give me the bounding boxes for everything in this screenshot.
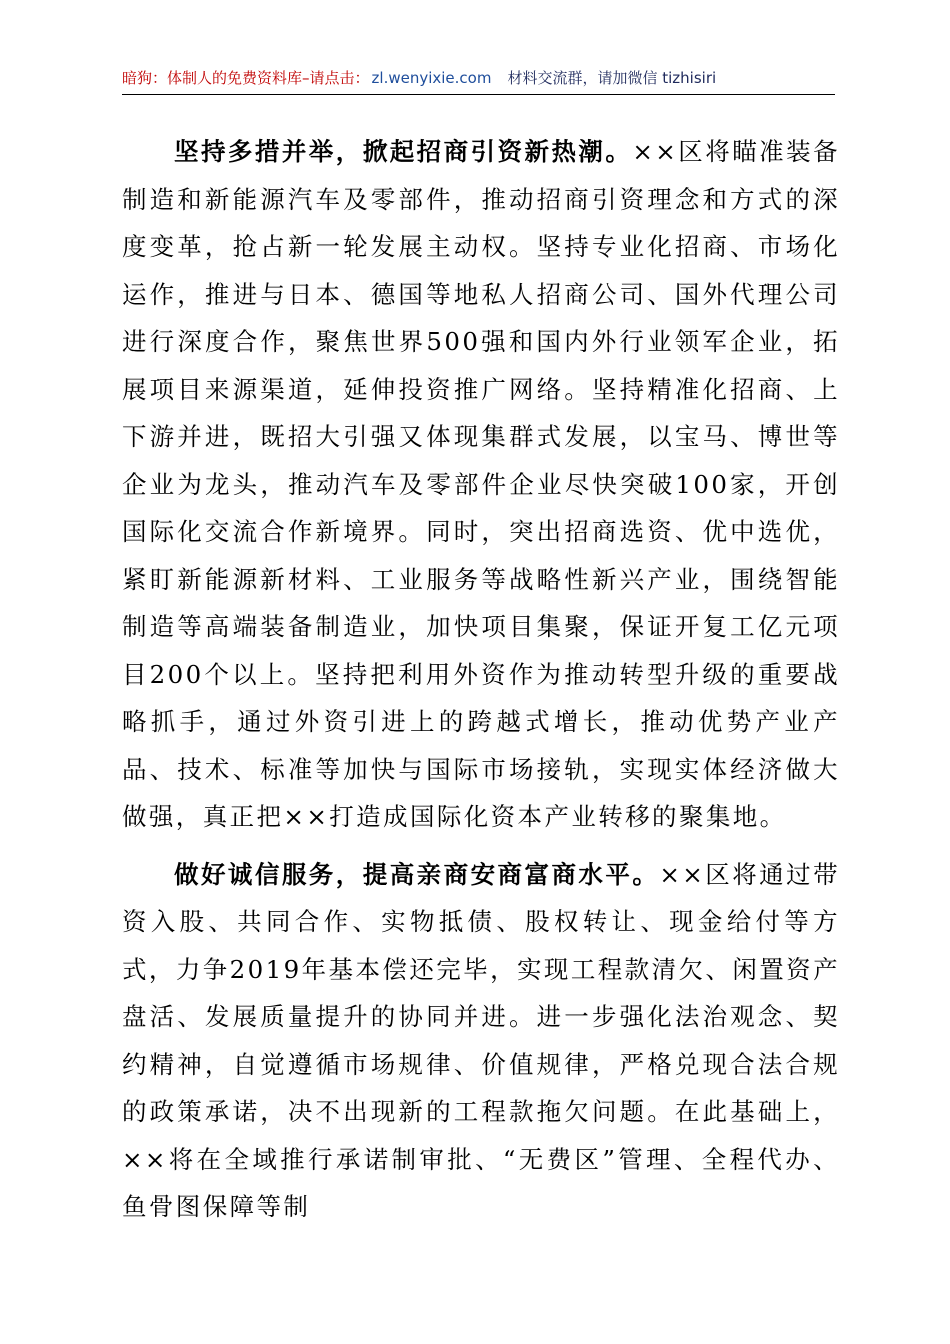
paragraph-1 — [122, 128, 840, 841]
header-prompt: –请点击： — [302, 69, 370, 87]
paragraph-2-text: ××区将通过带资入股、共同合作、实物抵债、股权转让、现金给付等方式，力争2019年基本偿还完毕，实现工程款清欠、闲置资产盘活、发展质量提升的协同并进。进一步强化法治观念、契约精神，自觉遵循市场规律、价值规律，严格兑现合法合规的政策承诺，决不出现新的工程款拖欠问题。在此基础上，××将在全域推行承诺制审批、“无费区”管理、全程代办、鱼骨图保障等制 — [122, 859, 840, 1221]
header-brand: 暗狗：体制人的免费资料库 — [122, 69, 303, 87]
document-body — [122, 128, 840, 1241]
paragraph-1-text: ××区将瞄准装备制造和新能源汽车及零部件，推动招商引资理念和方式的深度变革，抢占新一轮发展主动权。坚持专业化招商、市场化运作，推进与日本、德国等地私人招商公司、国外代理公司进行深度合作，聚焦世界500强和国内外行业领军企业，拓展项目来源渠道，延伸投资推广网络。坚持精准化招商、上下游并进，既招大引强又体现集群式发展，以宝马、博世等企业为龙头，推动汽车及零部件企业尽快突破100家，开创国际化交流合作新境界。同时，突出招商选资、优中选优，紧盯新能源新材料、工业服务等战略性新兴产业，围绕智能制造等高端装备制造业，加快项目集聚，保证开复工亿元项目200个以上。坚持把利用外资作为推动转型升级的重要战略抓手，通过外资引进上的跨越式增长，推动优势产业产品、技术、标准等加快与国际市场接轨，实现实体经济做大做强，真正把××打造成国际化资本产业转移的聚集地。 — [122, 137, 840, 831]
paragraph-2-heading: 做好诚信服务，提高亲商安商富商水平。 — [174, 859, 660, 889]
paragraph-2 — [122, 851, 840, 1231]
paragraph-1-heading: 坚持多措并举，掀起招商引资新热潮。 — [174, 137, 633, 166]
header-link[interactable]: zl.wenyixie.com — [371, 69, 492, 87]
page-header — [122, 66, 835, 95]
header-wechat-note: 材料交流群，请加微信 tizhisiri — [507, 69, 717, 87]
